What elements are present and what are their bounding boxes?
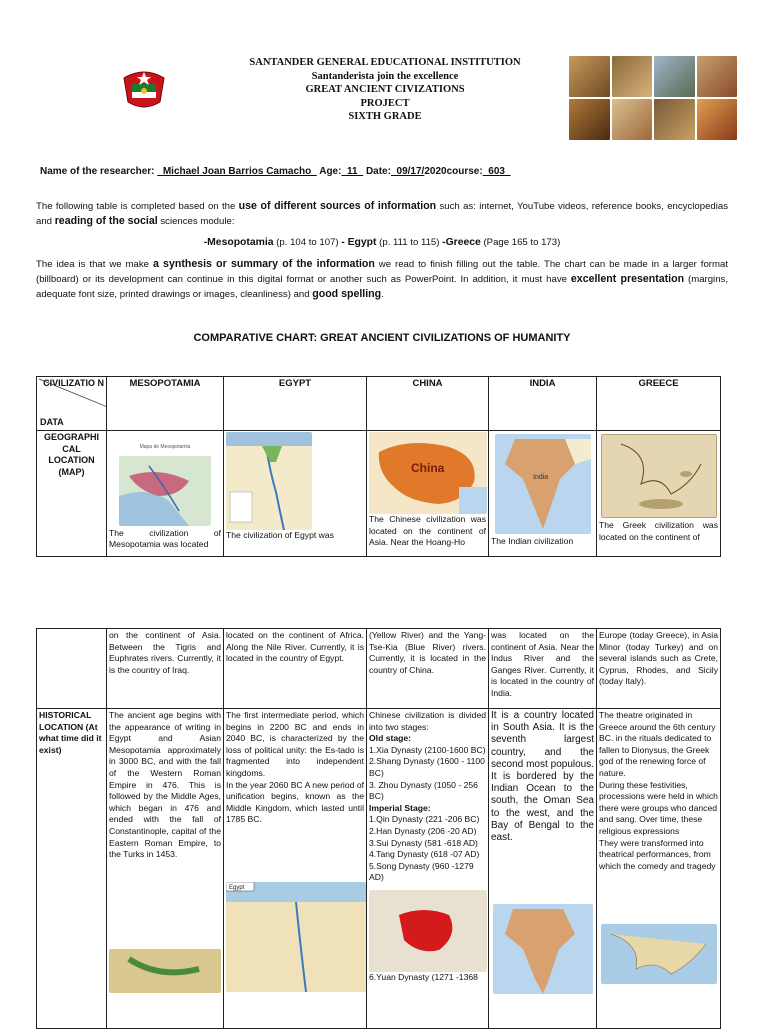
pages: (p. 111 to 115) bbox=[376, 237, 443, 248]
mesopotamia-map-image bbox=[119, 456, 211, 526]
date-value: _09/17/ bbox=[390, 166, 425, 177]
egypt-hist-text-1: The first intermediate period, which begins in 2200 BC and ends in 2040 BC, is characterized by the loss of political unity: the Es-tado is fragmented into independent kingdoms. bbox=[226, 710, 364, 778]
col-header-mesopotamia: MESOPOTAMIA bbox=[107, 377, 224, 431]
table-row-geographical bbox=[37, 431, 721, 557]
greece-geo-cont: Europe (today Greece), in Asia Minor (today Turkey) and on several islands such as Crete, Cyprus, Rhodes, and Sicily (today Italy). bbox=[597, 629, 721, 709]
motto: Santanderista join the excellence bbox=[311, 70, 459, 82]
egypt-hist-map-image bbox=[226, 882, 366, 992]
cell-china-geo bbox=[367, 431, 489, 557]
grade-label: SIXTH GRADE bbox=[348, 111, 422, 122]
module-egypt: - Egypt bbox=[341, 237, 377, 248]
document-header bbox=[200, 56, 570, 124]
module-mesopotamia: -Mesopotamia bbox=[203, 237, 274, 248]
mesopotamia-hist-text: The ancient age begins with the appearance of writing in Egypt and Asian Mesopotamia approximately in 3000 BC, and with the fall of the Western Roman Empire in 476. This is followed by the Middle Ages, which began in 476 and ended with the fall of Constantinople, capital of the Eastern Roman Empire, to the Turks in 1453. bbox=[109, 710, 221, 860]
greece-map-image bbox=[601, 434, 717, 518]
china-old-stage-label: Old stage: bbox=[369, 733, 412, 744]
text: we read to finish filling out the table. The chart can be made in a larger format (billboard) or its development can continue in this digital format or another such as PowerPoint. In addition, it must have bbox=[36, 259, 728, 285]
china-dynasty-item: 5.Song Dynasty (960 -1279 AD) bbox=[369, 860, 474, 883]
greece-hist-text-1: The theatre originated in Greece around the 6th century BC. in the rituals dedicated to fallen to Dionysus, the Greek god of the renewing force of nature. bbox=[599, 710, 716, 778]
cell-india-geo bbox=[489, 431, 597, 557]
intro-paragraph-1 bbox=[36, 199, 728, 229]
emphasis: a synthesis or summary of the information bbox=[152, 258, 375, 270]
cell-mesopotamia-hist bbox=[107, 709, 224, 1029]
china-dynasty-item: 3. Zhou Dynasty (1050 - 256 BC) bbox=[369, 779, 478, 802]
mesopotamia-geo-text: The civilization of Mesopotamia was located bbox=[109, 527, 221, 550]
date-label: Date: bbox=[365, 166, 391, 177]
module-greece: -Greece bbox=[442, 237, 481, 248]
researcher-name: _Michael Joan Barrios Camacho_ bbox=[157, 166, 317, 177]
cell-greece-geo bbox=[597, 431, 721, 557]
greece-geo-text: The Greek civilization was located on the continent of bbox=[599, 520, 718, 542]
text: sciences module: bbox=[157, 216, 235, 227]
mesopotamia-geo-cont: on the continent of Asia. Between the Tigris and Euphrates rivers. Currently, it is the country of Iraq. bbox=[107, 629, 224, 709]
text: The idea is that we make bbox=[36, 259, 153, 270]
corner-data-label: DATA bbox=[40, 417, 64, 428]
text: . bbox=[381, 289, 384, 300]
course-value: _603_ bbox=[482, 166, 511, 177]
age-label: Age: bbox=[319, 166, 342, 177]
china-geo-cont: (Yellow River) and the Yang-Tse-Kia (Blue River) rivers. Currently, it is located in the country of China. bbox=[367, 629, 489, 709]
egypt-geo-text: The civilization of Egypt was bbox=[226, 530, 334, 540]
egypt-map-label: Egypt bbox=[229, 884, 245, 891]
india-geo-text: The Indian civilization bbox=[491, 536, 574, 546]
col-header-china: CHINA bbox=[367, 377, 489, 431]
china-hist-map-image bbox=[369, 890, 487, 972]
corner-civilization-label: CIVILIZATIO N bbox=[43, 378, 104, 388]
row-label-geographical: GEOGRAPHI CAL LOCATION (MAP) bbox=[37, 431, 107, 557]
egypt-hist-text-2: In the year 2060 BC A new period of unification begins, known as the Middle Kingdom, which lasted until 1785 BC. bbox=[226, 779, 364, 825]
module-pages-line bbox=[36, 237, 728, 248]
col-header-greece: GREECE bbox=[597, 377, 721, 431]
corner-cell bbox=[37, 377, 107, 431]
india-hist-map-image bbox=[493, 904, 593, 994]
greece-hist-map-image bbox=[601, 924, 717, 984]
china-map-label: China bbox=[411, 461, 445, 475]
comparative-table-part-2 bbox=[36, 628, 721, 1029]
cell-greece-hist bbox=[597, 709, 721, 1029]
researcher-line bbox=[40, 166, 511, 177]
emphasis: good spelling bbox=[312, 288, 382, 300]
india-geo-cont: was located on the continent of Asia. Near the Indus River and the Ganges River. Currently, it is located in the country of India. bbox=[489, 629, 597, 709]
china-dynasty-item: 1.Xia Dynasty (2100-1600 BC) bbox=[369, 744, 486, 755]
institution-name: SANTANDER GENERAL EDUCATIONAL INSTITUTION bbox=[249, 57, 521, 68]
china-dynasty-item: 6.Yuan Dynasty (1271 -1368 bbox=[369, 971, 478, 982]
cell-mesopotamia-geo bbox=[107, 431, 224, 557]
intro-paragraph-2 bbox=[36, 257, 728, 302]
china-map-image bbox=[369, 432, 487, 514]
greece-hist-text-2: During these festivities, processions were held in which there were groups who danced and sang. Over time, these religious expressions bbox=[599, 779, 718, 836]
india-hist-text: It is a country located in South Asia. It is the seventh largest country, and the second most populous. It is bordered by the Indian Ocean to the south, the Oman Sea to the west, and the Bay of Bengal to the east. bbox=[491, 710, 594, 844]
text: such as: internet, YouTube videos, reference books, encyclopedias and bbox=[36, 201, 729, 227]
emphasis: excellent presentation bbox=[570, 273, 685, 285]
row-label-historical: HISTORICAL LOCATION (At what time did it exist) bbox=[37, 709, 107, 1029]
china-dynasty-item: 1.Qin Dynasty (221 -206 BC) bbox=[369, 814, 480, 825]
india-map-label: India bbox=[532, 474, 548, 481]
greece-hist-text-3: They were transformed into theatrical performances, from which the comedy and tragedy bbox=[599, 837, 716, 871]
mesopotamia-hist-map-image bbox=[109, 949, 221, 993]
china-hist-intro: Chinese civilization is divided into two stages: bbox=[369, 710, 486, 732]
map-caption: Mapa de Mesopotamia bbox=[139, 444, 191, 450]
course-label: 2020course: bbox=[424, 166, 483, 177]
col-header-egypt: EGYPT bbox=[224, 377, 367, 431]
col-header-india: INDIA bbox=[489, 377, 597, 431]
topic: GREAT ANCIENT CIVIZATIONS bbox=[305, 84, 465, 95]
text: The following table is completed based on the bbox=[36, 201, 239, 212]
table-row-historical bbox=[37, 709, 721, 1029]
civilizations-collage-image bbox=[569, 56, 737, 140]
school-logo bbox=[118, 64, 170, 112]
egypt-map-image bbox=[226, 432, 312, 530]
emphasis: use of different sources of information bbox=[238, 200, 437, 212]
china-geo-text: The Chinese civilization was located on the continent of Asia. Near the Hoang-Ho bbox=[369, 514, 486, 548]
comparative-table-part-1 bbox=[36, 376, 721, 557]
emphasis: reading of the social bbox=[54, 215, 158, 227]
egypt-geo-cont: located on the continent of Africa. Along the Nile River. Currently, it is located in the country of Egypt. bbox=[224, 629, 367, 709]
pages: (p. 104 to 107) bbox=[273, 237, 342, 248]
cell-china-hist bbox=[367, 709, 489, 1029]
chart-title: COMPARATIVE CHART: GREAT ANCIENT CIVILIZATIONS OF HUMANITY bbox=[193, 332, 571, 344]
cell-india-hist bbox=[489, 709, 597, 1029]
china-dynasty-item: 2.Shang Dynasty (1600 - 1100 BC) bbox=[369, 756, 485, 778]
china-dynasty-item: 3.Sui Dynasty (581 -618 AD) bbox=[369, 837, 478, 848]
china-dynasty-item: 4.Tang Dynasty (618 -07 AD) bbox=[369, 849, 480, 860]
cell-egypt-hist bbox=[224, 709, 367, 1029]
cell-egypt-geo bbox=[224, 431, 367, 557]
china-imperial-stage-label: Imperial Stage: bbox=[369, 802, 431, 813]
researcher-label: Name of the researcher: bbox=[40, 166, 155, 177]
china-dynasty-item: 2.Han Dynasty (206 -20 AD) bbox=[369, 825, 477, 836]
table-header-row bbox=[37, 377, 721, 431]
table-row-geographical-continued bbox=[37, 629, 721, 709]
text: (margins, adequate font size, printed drawings or images, cleanliness) and bbox=[36, 274, 728, 300]
project-label: PROJECT bbox=[360, 97, 410, 109]
india-map-image bbox=[495, 434, 591, 534]
row-label-empty bbox=[37, 629, 107, 709]
pages: (Page 165 to 173) bbox=[480, 237, 561, 248]
age-value: _11_ bbox=[341, 166, 364, 177]
